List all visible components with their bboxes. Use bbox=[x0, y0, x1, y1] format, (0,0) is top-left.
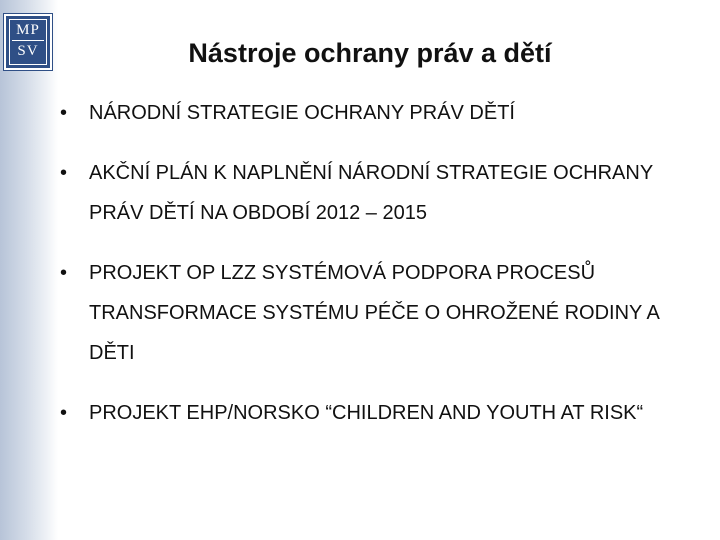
bullet-list bbox=[60, 93, 705, 453]
side-gradient-band bbox=[0, 0, 58, 540]
bullet-text: AKČNÍ PLÁN K NAPLNĚNÍ NÁRODNÍ STRATEGIE OCHRANY PRÁV DĚTÍ NA OBDOBÍ 2012 – 2015 bbox=[89, 162, 653, 224]
bullet-icon: • bbox=[60, 262, 68, 284]
bullet-item bbox=[60, 93, 705, 133]
bullet-item bbox=[60, 253, 705, 373]
logo-divider bbox=[12, 40, 44, 41]
logo-text-bottom: SV bbox=[17, 43, 39, 59]
bullet-text: NÁRODNÍ STRATEGIE OCHRANY PRÁV DĚTÍ bbox=[89, 102, 515, 124]
bullet-text: PROJEKT EHP/NORSKO “CHILDREN AND YOUTH AT RISK“ bbox=[89, 402, 644, 424]
bullet-icon: • bbox=[60, 102, 68, 124]
logo-text-top: MP bbox=[16, 22, 40, 38]
bullet-item bbox=[60, 393, 705, 433]
bullet-icon: • bbox=[60, 402, 68, 424]
mpsv-logo bbox=[4, 14, 52, 70]
bullet-icon: • bbox=[60, 162, 68, 184]
bullet-text: PROJEKT OP LZZ SYSTÉMOVÁ PODPORA PROCESŮ TRANSFORMACE SYSTÉMU PÉČE O OHROŽENÉ RODINY A DĚTI bbox=[89, 262, 659, 364]
bullet-item bbox=[60, 153, 705, 233]
slide-title: Nástroje ochrany práv a dětí bbox=[188, 38, 552, 68]
